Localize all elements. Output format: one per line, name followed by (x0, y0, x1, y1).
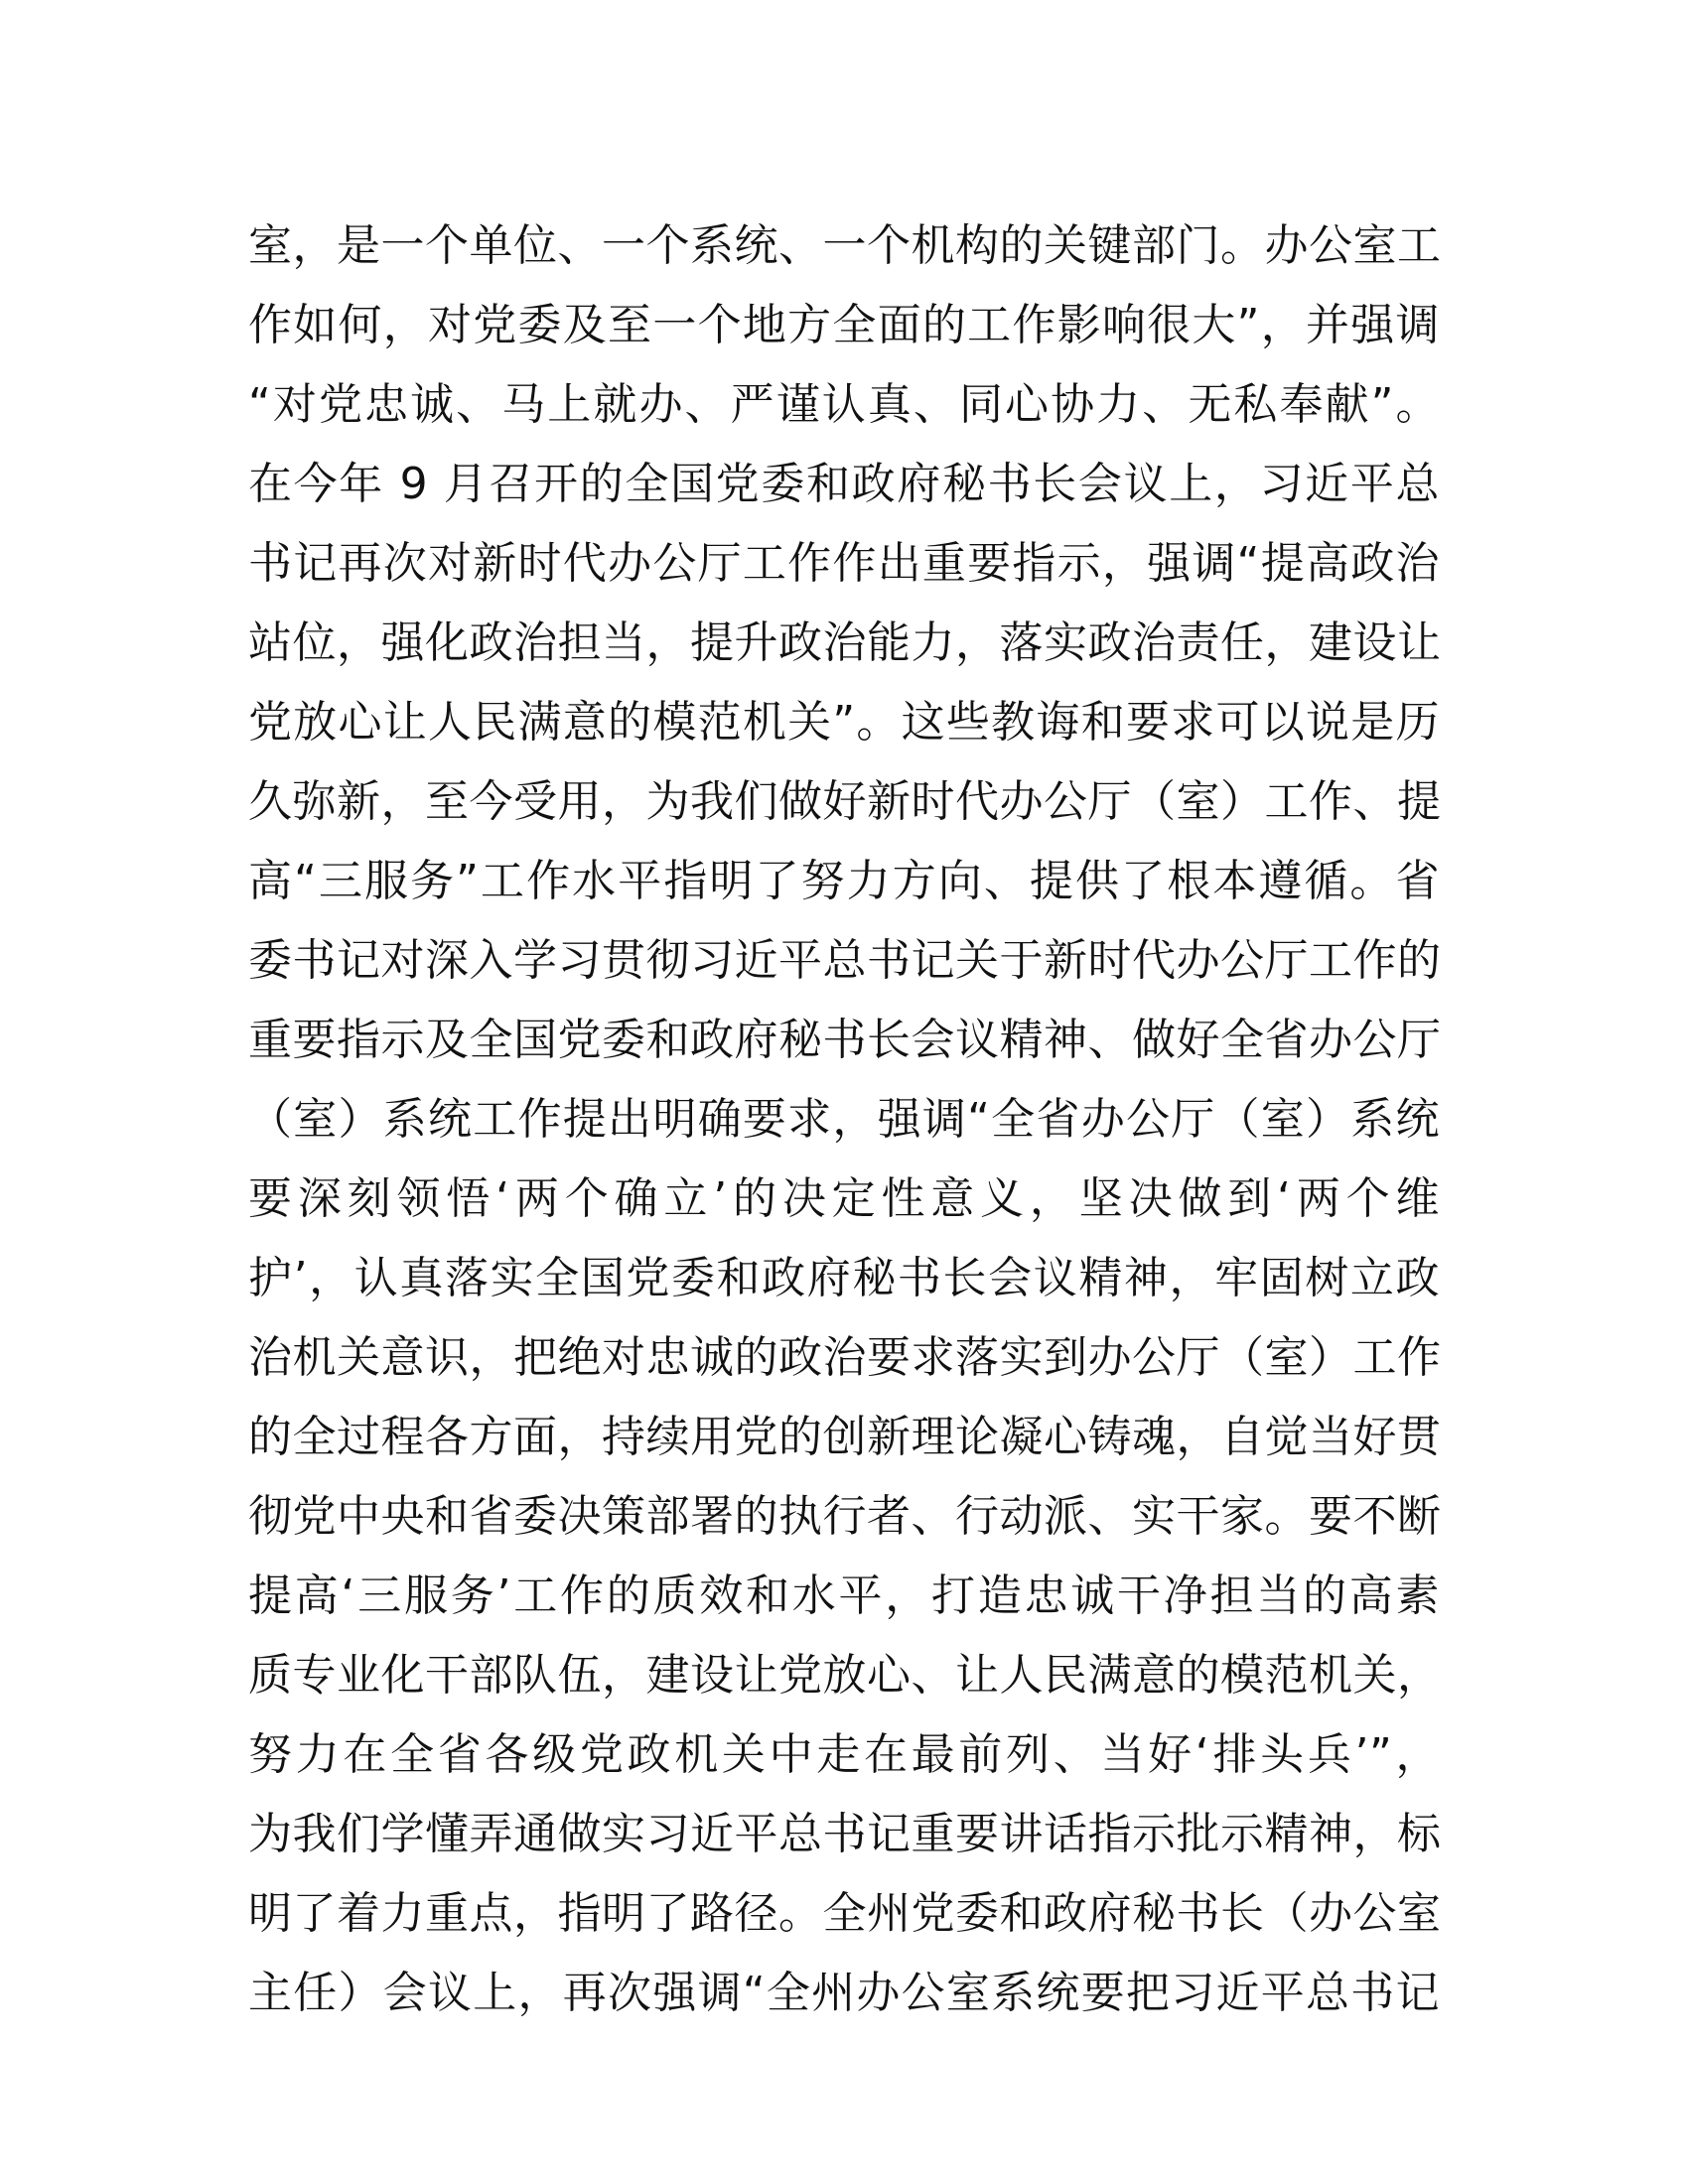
text-line-15: 治机关意识，把绝对忠诚的政治要求落实到办公厅（室）工作 (248, 1332, 1442, 1383)
text-line-16: 的全过程各方面，持续用党的创新理论凝心铸魂，自觉当好贯 (248, 1412, 1442, 1462)
text-line-3: “对党忠诚、马上就办、严谨认真、同心协力、无私奉献”。 (248, 379, 1440, 430)
body-text (248, 206, 1440, 2033)
text-line-23: 主任）会议上，再次强调“全州办公室系统要把习近平总书记 (248, 1968, 1440, 2018)
text-line-18: 提高‘三服务’工作的质效和水平，打造忠诚干净担当的高素 (248, 1570, 1440, 1621)
text-line-7: 党放心让人民满意的模范机关”。这些教诲和要求可以说是历 (248, 697, 1440, 748)
text-line-5: 书记再次对新时代办公厅工作作出重要指示，强调“提高政治 (248, 538, 1440, 589)
text-line-19: 质专业化干部队伍，建设让党放心、让人民满意的模范机关， (248, 1650, 1442, 1701)
text-line-11: 重要指示及全国党委和政府秘书长会议精神、做好全省办公厅 (248, 1015, 1442, 1065)
text-line-2: 作如何，对党委及至一个地方全面的工作影响很大”，并强调 (248, 300, 1440, 350)
text-line-6: 站位，强化政治担当，提升政治能力，落实政治责任，建设让 (248, 617, 1442, 668)
text-line-9: 高“三服务”工作水平指明了努力方向、提供了根本遵循。省 (248, 856, 1440, 906)
text-line-17: 彻党中央和省委决策部署的执行者、行动派、实干家。要不断 (248, 1491, 1442, 1542)
text-line-1: 室，是一个单位、一个系统、一个机构的关键部门。办公室工 (248, 220, 1442, 271)
text-line-21: 为我们学懂弄通做实习近平总书记重要讲话指示批示精神，标 (248, 1809, 1442, 1859)
text-line-10: 委书记对深入学习贯彻习近平总书记关于新时代办公厅工作的 (248, 935, 1442, 986)
text-line-8: 久弥新，至今受用，为我们做好新时代办公厅（室）工作、提 (248, 776, 1442, 827)
text-line-20: 努力在全省各级党政机关中走在最前列、当好‘排头兵’”， (248, 1729, 1440, 1780)
text-line-13: 要深刻领悟‘两个确立’的决定性意义，坚决做到‘两个维 (248, 1173, 1440, 1224)
text-line-4: 在今年 9 月召开的全国党委和政府秘书长会议上，习近平总 (248, 459, 1440, 509)
text-line-14: 护’，认真落实全国党委和政府秘书长会议精神，牢固树立政 (248, 1253, 1440, 1303)
text-line-22: 明了着力重点，指明了路径。全州党委和政府秘书长（办公室 (248, 1888, 1442, 1939)
text-line-12: （室）系统工作提出明确要求，强调“全省办公厅（室）系统 (248, 1094, 1440, 1145)
